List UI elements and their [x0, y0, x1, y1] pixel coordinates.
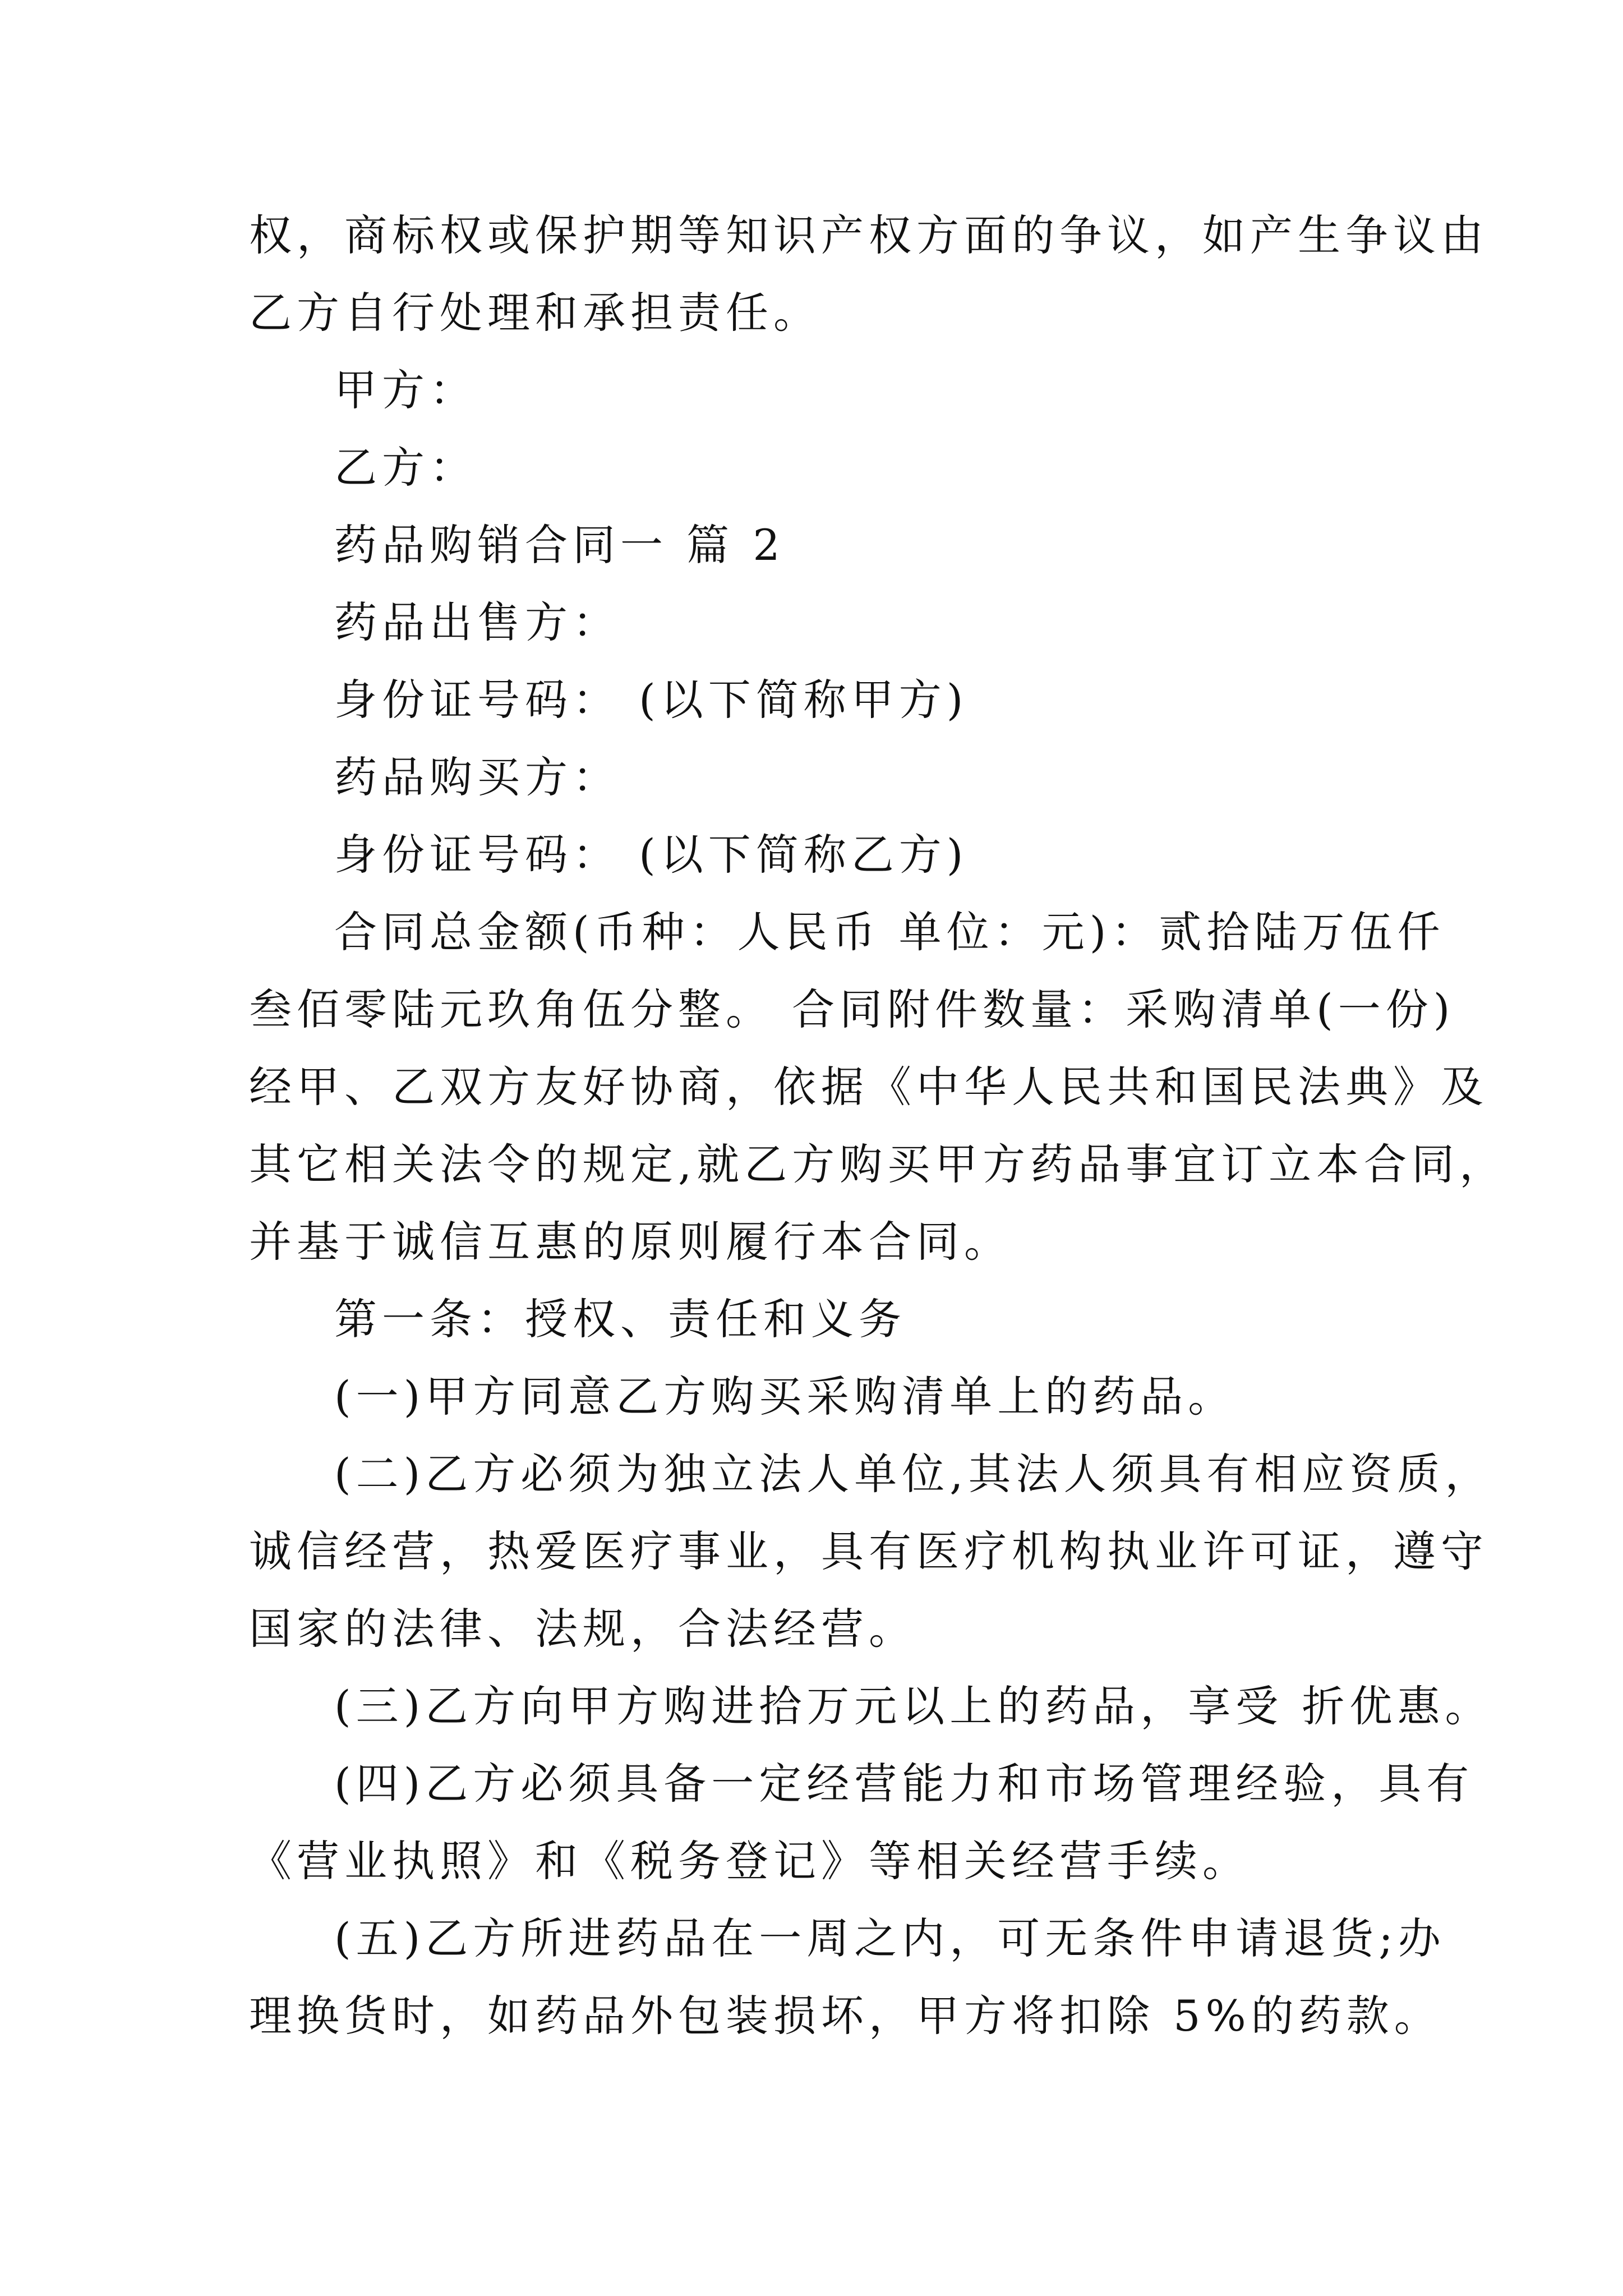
- clause-5: (五)乙方所进药品在一周之内，可无条件申请退货;办: [334, 1913, 1446, 1963]
- text-line: 《营业执照》和《税务登记》等相关经营手续。: [249, 1836, 1250, 1886]
- article-heading: 第一条：授权、责任和义务: [334, 1294, 906, 1344]
- party-b-label: 乙方：: [334, 443, 477, 493]
- clause-4: (四)乙方必须具备一定经营能力和市场管理经验，具有: [334, 1759, 1474, 1809]
- text-line: 权，商标权或保护期等知识产权方面的争议，如产生争议由: [249, 210, 1488, 260]
- text-line: 叁佰零陆元玖角伍分整。 合同附件数量：采购清单(一份): [249, 984, 1455, 1034]
- buyer-label: 药品购买方：: [334, 752, 620, 802]
- seller-label: 药品出售方：: [334, 597, 620, 647]
- clause-2: (二)乙方必须为独立法人单位,其法人须具有相应资质，: [334, 1449, 1493, 1499]
- text-line: 乙方自行处理和承担责任。: [249, 288, 821, 338]
- section-title: 药品购销合同一 篇 2: [334, 520, 785, 570]
- buyer-id-label: 身份证号码： (以下简称乙方): [334, 830, 969, 880]
- clause-3: (三)乙方向甲方购进拾万元以上的药品，享受 折优惠。: [334, 1681, 1493, 1731]
- text-line: 其它相关法令的规定,就乙方购买甲方药品事宜订立本合同，: [249, 1139, 1507, 1189]
- text-line: 并基于诚信互惠的原则履行本合同。: [249, 1217, 1012, 1267]
- seller-id-label: 身份证号码： (以下简称甲方): [334, 675, 969, 725]
- clause-1: (一)甲方同意乙方购买采购清单上的药品。: [334, 1372, 1236, 1421]
- text-line: 理换货时，如药品外包装损坏，甲方将扣除 5%的药款。: [249, 1991, 1442, 2041]
- text-line: 国家的法律、法规，合法经营。: [249, 1604, 916, 1654]
- text-line: 经甲、乙双方友好协商，依据《中华人民共和国民法典》及: [249, 1062, 1488, 1112]
- party-a-label: 甲方：: [334, 365, 477, 415]
- contract-amount: 合同总金额(币种：人民币 单位：元)：贰拾陆万伍仟: [334, 907, 1445, 957]
- text-line: 诚信经营，热爱医疗事业，具有医疗机构执业许可证，遵守: [249, 1526, 1488, 1576]
